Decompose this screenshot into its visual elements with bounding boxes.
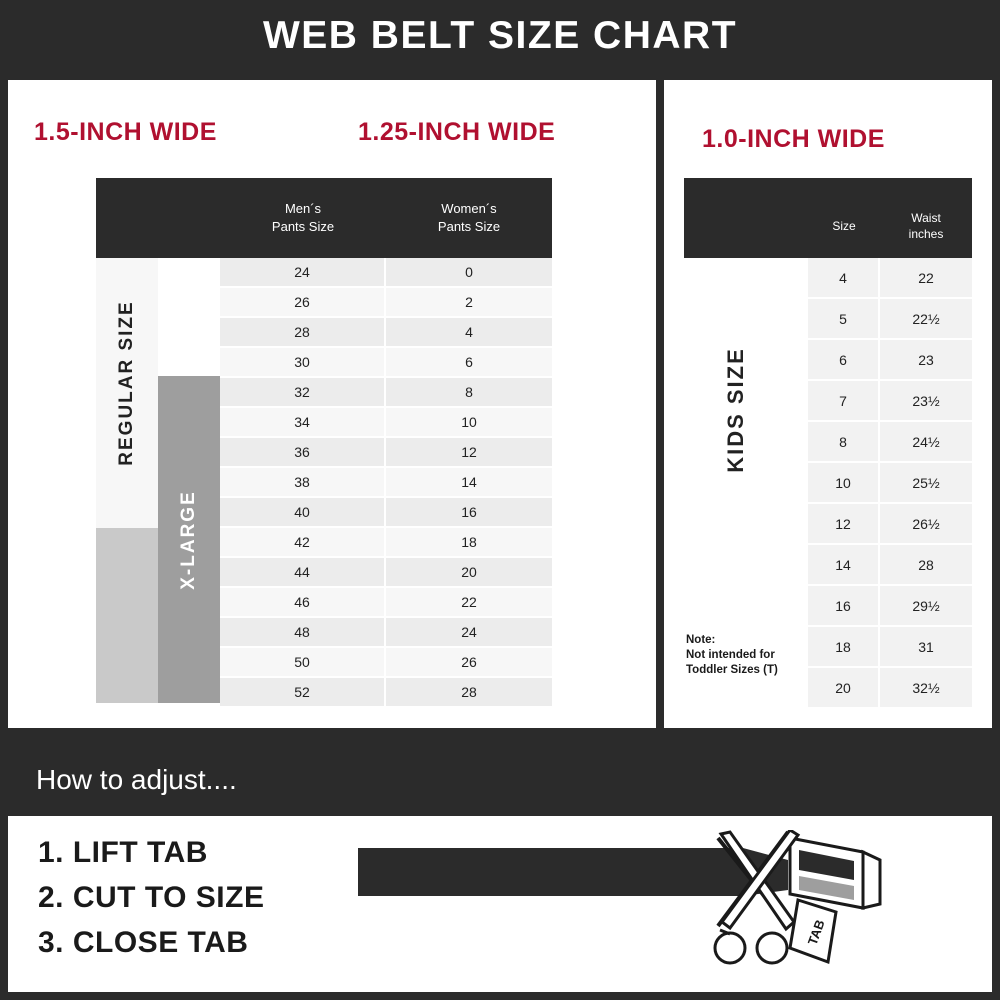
kids-header-waist-line2: inches <box>908 227 944 241</box>
kids-waist-cell: 23½ <box>880 381 972 422</box>
adult-table-body <box>220 258 552 708</box>
belt-scissors-svg <box>358 830 958 990</box>
table-row <box>220 378 552 408</box>
how-to-adjust-bar <box>0 744 1000 816</box>
width-label-1-5-inch: 1.5-INCH WIDE <box>34 118 217 146</box>
kids-size-cell: 4 <box>808 258 880 299</box>
adult-womens-size-cell: 22 <box>386 588 552 618</box>
instruction-steps <box>38 830 264 965</box>
kids-waist-cell: 25½ <box>880 463 972 504</box>
width-label-1-25-inch: 1.25-INCH WIDE <box>358 118 556 146</box>
page-title: WEB BELT SIZE CHART <box>262 14 738 57</box>
adult-mens-size-cell: 40 <box>220 498 386 528</box>
table-row <box>220 498 552 528</box>
adult-womens-size-cell: 12 <box>386 438 552 468</box>
kids-note-line2: Not intended for <box>686 649 775 661</box>
adult-header-mens-line1: Men´s <box>284 201 322 216</box>
adult-mens-size-cell: 48 <box>220 618 386 648</box>
kids-size-table <box>684 178 972 703</box>
kids-size-cell: 5 <box>808 299 880 340</box>
adult-size-panel <box>8 80 656 728</box>
kids-waist-cell: 23 <box>880 340 972 381</box>
kids-waist-cell: 22½ <box>880 299 972 340</box>
instruction-step: 3. CLOSE TAB <box>38 926 249 959</box>
table-row <box>220 468 552 498</box>
table-row <box>220 588 552 618</box>
kids-table-header <box>684 178 972 258</box>
adult-womens-size-cell: 28 <box>386 678 552 708</box>
kids-size-cell: 8 <box>808 422 880 463</box>
kids-size-cell: 7 <box>808 381 880 422</box>
kids-note-line3: Toddler Sizes (T) <box>686 664 778 676</box>
adult-womens-size-cell: 24 <box>386 618 552 648</box>
kids-waist-cell: 22 <box>880 258 972 299</box>
table-row <box>808 381 972 422</box>
table-row <box>220 408 552 438</box>
adult-header-mens <box>220 200 386 236</box>
belt-buckle-icon <box>790 838 880 908</box>
tab-flag-label: TAB <box>804 917 828 948</box>
adult-womens-size-cell: 0 <box>386 258 552 288</box>
kids-size-cell: 18 <box>808 627 880 668</box>
regular-size-label: REGULAR SIZE <box>116 300 137 466</box>
kids-table-body <box>808 258 972 709</box>
adult-mens-size-cell: 26 <box>220 288 386 318</box>
adult-mens-size-cell: 24 <box>220 258 386 288</box>
table-row <box>220 258 552 288</box>
adult-header-womens <box>386 200 552 236</box>
kids-header-waist-line1: Waist <box>911 211 941 225</box>
adult-womens-size-cell: 14 <box>386 468 552 498</box>
width-label-1-0-inch: 1.0-INCH WIDE <box>702 125 885 153</box>
adult-table-header <box>96 178 552 258</box>
table-row <box>220 438 552 468</box>
table-row <box>808 504 972 545</box>
adult-mens-size-cell: 52 <box>220 678 386 708</box>
table-row <box>808 545 972 586</box>
adult-size-table <box>96 178 552 703</box>
table-row <box>220 288 552 318</box>
adult-header-womens-line2: Pants Size <box>437 219 501 234</box>
kids-waist-cell: 26½ <box>880 504 972 545</box>
adult-womens-size-cell: 26 <box>386 648 552 678</box>
kids-size-cell: 12 <box>808 504 880 545</box>
kids-waist-cell: 32½ <box>880 668 972 709</box>
adult-womens-size-cell: 18 <box>386 528 552 558</box>
instruction-step: 2. CUT TO SIZE <box>38 881 265 914</box>
kids-header-size: Size <box>832 219 856 233</box>
adult-mens-size-cell: 42 <box>220 528 386 558</box>
adult-womens-size-cell: 16 <box>386 498 552 528</box>
kids-note-line1: Note: <box>686 634 716 646</box>
belt-illustration <box>358 830 958 990</box>
table-row <box>808 627 972 668</box>
table-row <box>220 648 552 678</box>
table-row <box>808 258 972 299</box>
instructions-panel <box>8 816 992 992</box>
table-row <box>808 340 972 381</box>
adult-mens-size-cell: 28 <box>220 318 386 348</box>
table-row <box>220 318 552 348</box>
how-to-adjust-title: How to adjust.... <box>36 764 237 795</box>
kids-waist-cell: 28 <box>880 545 972 586</box>
kids-waist-cell: 24½ <box>880 422 972 463</box>
scissors-icon <box>715 830 798 963</box>
adult-womens-size-cell: 6 <box>386 348 552 378</box>
adult-womens-size-cell: 20 <box>386 558 552 588</box>
kids-size-cell: 16 <box>808 586 880 627</box>
table-row <box>808 422 972 463</box>
adult-womens-size-cell: 10 <box>386 408 552 438</box>
instruction-step: 1. LIFT TAB <box>38 836 208 869</box>
adult-womens-size-cell: 4 <box>386 318 552 348</box>
tab-flag-icon <box>790 900 836 962</box>
kids-header-waist <box>880 210 972 242</box>
kids-size-cell: 14 <box>808 545 880 586</box>
adult-mens-size-cell: 34 <box>220 408 386 438</box>
table-row <box>220 348 552 378</box>
adult-header-mens-line2: Pants Size <box>271 219 335 234</box>
kids-size-cell: 20 <box>808 668 880 709</box>
table-row <box>220 528 552 558</box>
adult-mens-size-cell: 50 <box>220 648 386 678</box>
table-row <box>808 463 972 504</box>
adult-mens-size-cell: 44 <box>220 558 386 588</box>
page-header <box>0 0 1000 72</box>
adult-mens-size-cell: 46 <box>220 588 386 618</box>
adult-mens-size-cell: 36 <box>220 438 386 468</box>
kids-size-panel <box>664 80 992 728</box>
adult-header-womens-line1: Women´s <box>441 201 497 216</box>
adult-mens-size-cell: 30 <box>220 348 386 378</box>
adult-womens-size-cell: 8 <box>386 378 552 408</box>
table-row <box>808 668 972 709</box>
table-row <box>220 678 552 708</box>
table-row <box>220 618 552 648</box>
adult-mens-size-cell: 38 <box>220 468 386 498</box>
kids-size-cell: 10 <box>808 463 880 504</box>
kids-waist-cell: 31 <box>880 627 972 668</box>
belt-strap-icon <box>358 848 743 896</box>
adult-mens-size-cell: 32 <box>220 378 386 408</box>
table-row <box>808 586 972 627</box>
kids-waist-cell: 29½ <box>880 586 972 627</box>
kids-size-label: KIDS SIZE <box>723 346 748 473</box>
kids-size-cell: 6 <box>808 340 880 381</box>
table-row <box>220 558 552 588</box>
xlarge-size-label: X-LARGE <box>178 489 199 590</box>
table-row <box>808 299 972 340</box>
adult-womens-size-cell: 2 <box>386 288 552 318</box>
